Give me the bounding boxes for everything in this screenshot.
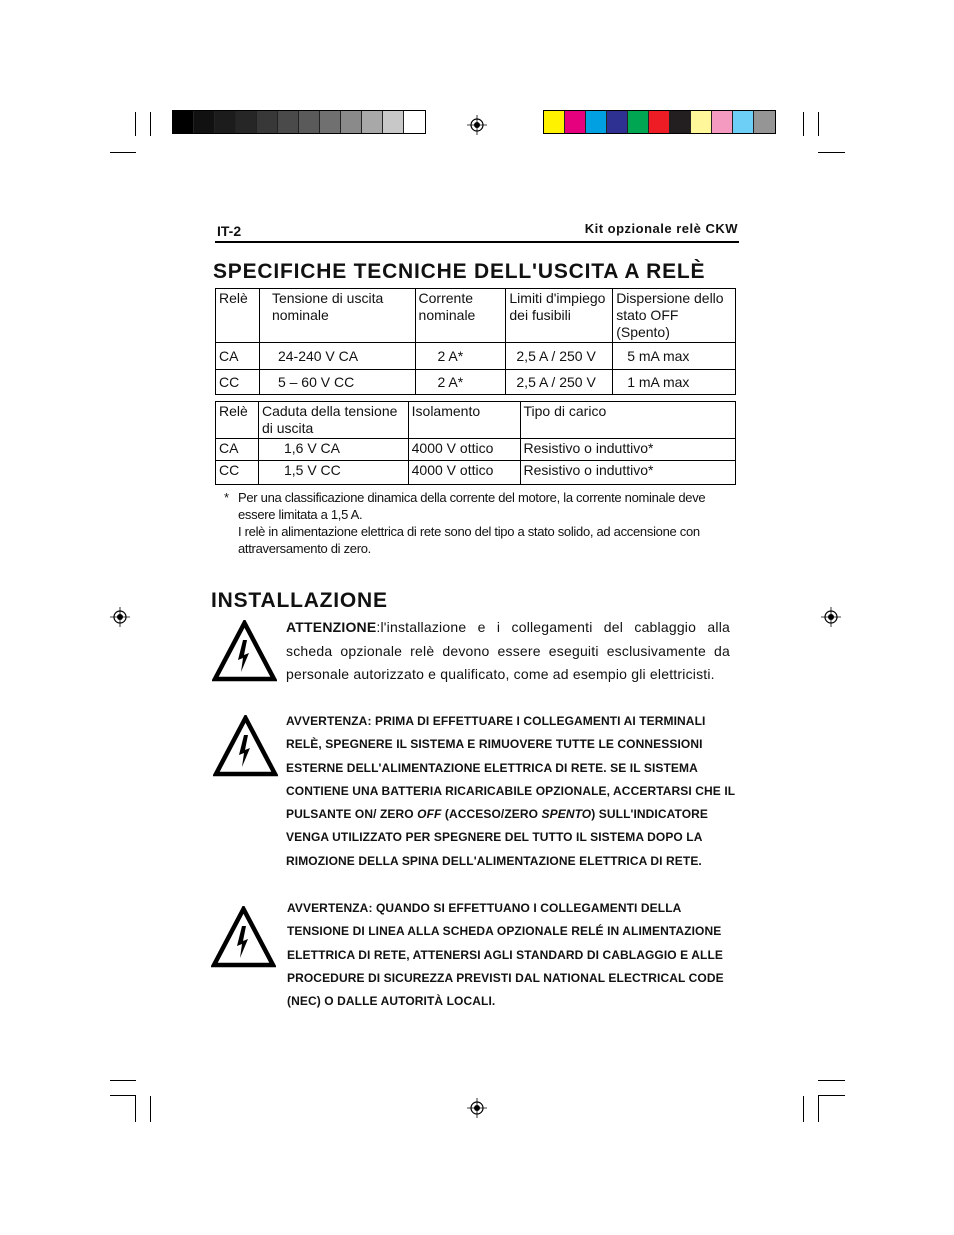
- electric-hazard-icon: [211, 906, 276, 968]
- footnote-text: Per una classificazione dinamica della corrente del motore, la corrente nominale deve essere limitata a 1,5 A.: [238, 490, 706, 522]
- color-swatch: [565, 111, 586, 133]
- relay-spec-table-2: [215, 401, 736, 485]
- table-cell: CC: [216, 461, 259, 485]
- crop-mark: [818, 152, 845, 153]
- color-swatch: [712, 111, 733, 133]
- color-swatch: [236, 111, 257, 133]
- gray-calibration-bar: [172, 110, 426, 134]
- crop-mark: [803, 1096, 804, 1122]
- table-header-cell: Tipo di carico: [520, 402, 736, 439]
- table-cell: 2,5 A / 250 V: [506, 343, 613, 370]
- table-cell: 4000 V ottico: [408, 461, 520, 485]
- warning-spento-italic: SPENTO: [541, 807, 592, 822]
- table-cell: Resistivo o induttivo*: [520, 461, 736, 485]
- table-cell: 24-240 V CA: [259, 343, 415, 370]
- warning-text: AVVERTENZA: PRIMA DI EFFETTUARE I COLLEGAMENTI AI TERMINALI RELÈ, SPEGNERE IL SISTEMA E RIMUOVERE TUTTE LE CONNESSIONI ESTERNE DELL'ALIMENTAZIONE ELETTRICA DI RETE. SE IL SISTEMA CONTIENE UNA BATTERIA RICARICABILE OPZIONALE, ACCERTARSI CHE IL PULSANTE ON/ ZERO: [286, 714, 735, 822]
- color-swatch: [649, 111, 670, 133]
- crop-mark: [150, 1096, 151, 1122]
- crop-mark: [135, 1096, 136, 1122]
- color-swatch: [754, 111, 775, 133]
- color-swatch: [257, 111, 278, 133]
- color-swatch: [670, 111, 691, 133]
- electric-hazard-icon: [213, 715, 278, 777]
- attention-text: :l'installazione e i collegamenti del cablaggio alla scheda opzionale relè devono essere eseguiti esclusivamente da personale autorizzato e qualificato, come ad esempio gli elettricisti.: [286, 619, 730, 682]
- table-row: [216, 370, 736, 395]
- color-swatch: [628, 111, 649, 133]
- crop-mark: [110, 152, 136, 153]
- color-swatch: [341, 111, 362, 133]
- crop-mark: [110, 1095, 136, 1096]
- table-header-cell: Relè: [216, 402, 259, 439]
- attention-label: ATTENZIONE: [286, 619, 377, 635]
- color-swatch: [215, 111, 236, 133]
- crop-mark: [135, 112, 136, 136]
- registration-mark-icon: [467, 1098, 487, 1118]
- warning-text: ) SULL'INDICATORE VENGA UTILIZZATO PER SPEGNERE DEL TUTTO IL SISTEMA DOPO LA RIMOZIONE DELLA SPINA DELL'ALIMENTAZIONE ELETTRICA DI RETE.: [286, 807, 709, 868]
- table-cell: 2 A*: [415, 343, 506, 370]
- table-cell: 1,5 V CC: [258, 461, 408, 485]
- color-swatch: [194, 111, 215, 133]
- color-swatch: [278, 111, 299, 133]
- footnote-text: I relè in alimentazione elettrica di rete sono del tipo a stato solido, ad accensione con attraversamento di zero.: [238, 524, 700, 556]
- table-row: [216, 461, 736, 485]
- table-row: [216, 439, 736, 461]
- table-cell: CC: [216, 370, 260, 395]
- crop-mark: [818, 1080, 845, 1081]
- table-cell: 5 – 60 V CC: [259, 370, 415, 395]
- page-number: IT-2: [217, 223, 242, 239]
- footnote-marker: *: [224, 490, 229, 505]
- table-cell: 2 A*: [415, 370, 506, 395]
- table-header-cell: Relè: [216, 289, 260, 343]
- crop-mark: [818, 1095, 845, 1096]
- crop-mark: [803, 112, 804, 136]
- section-title-specs: SPECIFICHE TECNICHE DELL'USCITA A RELÈ: [213, 260, 706, 283]
- registration-mark-icon: [110, 607, 130, 627]
- table-row: [216, 343, 736, 370]
- table-cell: 1,6 V CA: [258, 439, 408, 461]
- relay-spec-table-1: [215, 288, 736, 395]
- table-cell: 5 mA max: [613, 343, 736, 370]
- registration-mark-icon: [821, 607, 841, 627]
- color-calibration-bar: [543, 110, 776, 134]
- electric-hazard-icon: [212, 620, 277, 682]
- table-header-row: [216, 289, 736, 343]
- warning-text: (ACCESO/ZERO: [441, 807, 542, 822]
- table-cell: 4000 V ottico: [408, 439, 520, 461]
- color-swatch: [383, 111, 404, 133]
- table-header-cell: Tensione di uscita nominale: [259, 289, 415, 343]
- color-swatch: [404, 111, 425, 133]
- crop-mark: [818, 112, 819, 136]
- table-header-cell: Caduta della tensione di uscita: [258, 402, 408, 439]
- table-cell: Resistivo o induttivo*: [520, 439, 736, 461]
- table-cell: CA: [216, 439, 259, 461]
- table-header-cell: Limiti d'impiego dei fusibili: [506, 289, 613, 343]
- color-swatch: [173, 111, 194, 133]
- color-swatch: [320, 111, 341, 133]
- color-swatch: [544, 111, 565, 133]
- table-header-row: [216, 402, 736, 439]
- registration-mark-icon: [467, 115, 487, 135]
- table-cell: 2,5 A / 250 V: [506, 370, 613, 395]
- color-swatch: [733, 111, 754, 133]
- color-swatch: [362, 111, 383, 133]
- crop-mark: [110, 1080, 136, 1081]
- document-title: Kit opzionale relè CKW: [584, 221, 738, 236]
- color-swatch: [607, 111, 628, 133]
- attention-paragraph: [286, 616, 730, 687]
- section-title-installation: INSTALLAZIONE: [211, 589, 388, 612]
- warning-paragraph-1: [286, 710, 738, 873]
- table-cell: CA: [216, 343, 260, 370]
- crop-mark: [150, 112, 151, 136]
- table-header-cell: Dispersione dello stato OFF (Spento): [613, 289, 736, 343]
- warning-off-italic: OFF: [417, 807, 442, 822]
- color-swatch: [586, 111, 607, 133]
- table-header-cell: Isolamento: [408, 402, 520, 439]
- color-swatch: [691, 111, 712, 133]
- warning-paragraph-2: AVVERTENZA: QUANDO SI EFFETTUANO I COLLEGAMENTI DELLA TENSIONE DI LINEA ALLA SCHEDA OPZIONALE RELÉ IN ALIMENTAZIONE ELETTRICA DI RETE, ATTENERSI AGLI STANDARD DI CABLAGGIO E ALLE PROCEDURE DI SICUREZZA PREVISTI DAL NATIONAL ELECTRICAL CODE (NEC) O DALLE AUTORITÀ LOCALI.: [287, 901, 724, 1009]
- header-divider: [215, 241, 739, 243]
- table-header-cell: Corrente nominale: [415, 289, 506, 343]
- color-swatch: [299, 111, 320, 133]
- table-cell: 1 mA max: [613, 370, 736, 395]
- crop-mark: [818, 1096, 819, 1122]
